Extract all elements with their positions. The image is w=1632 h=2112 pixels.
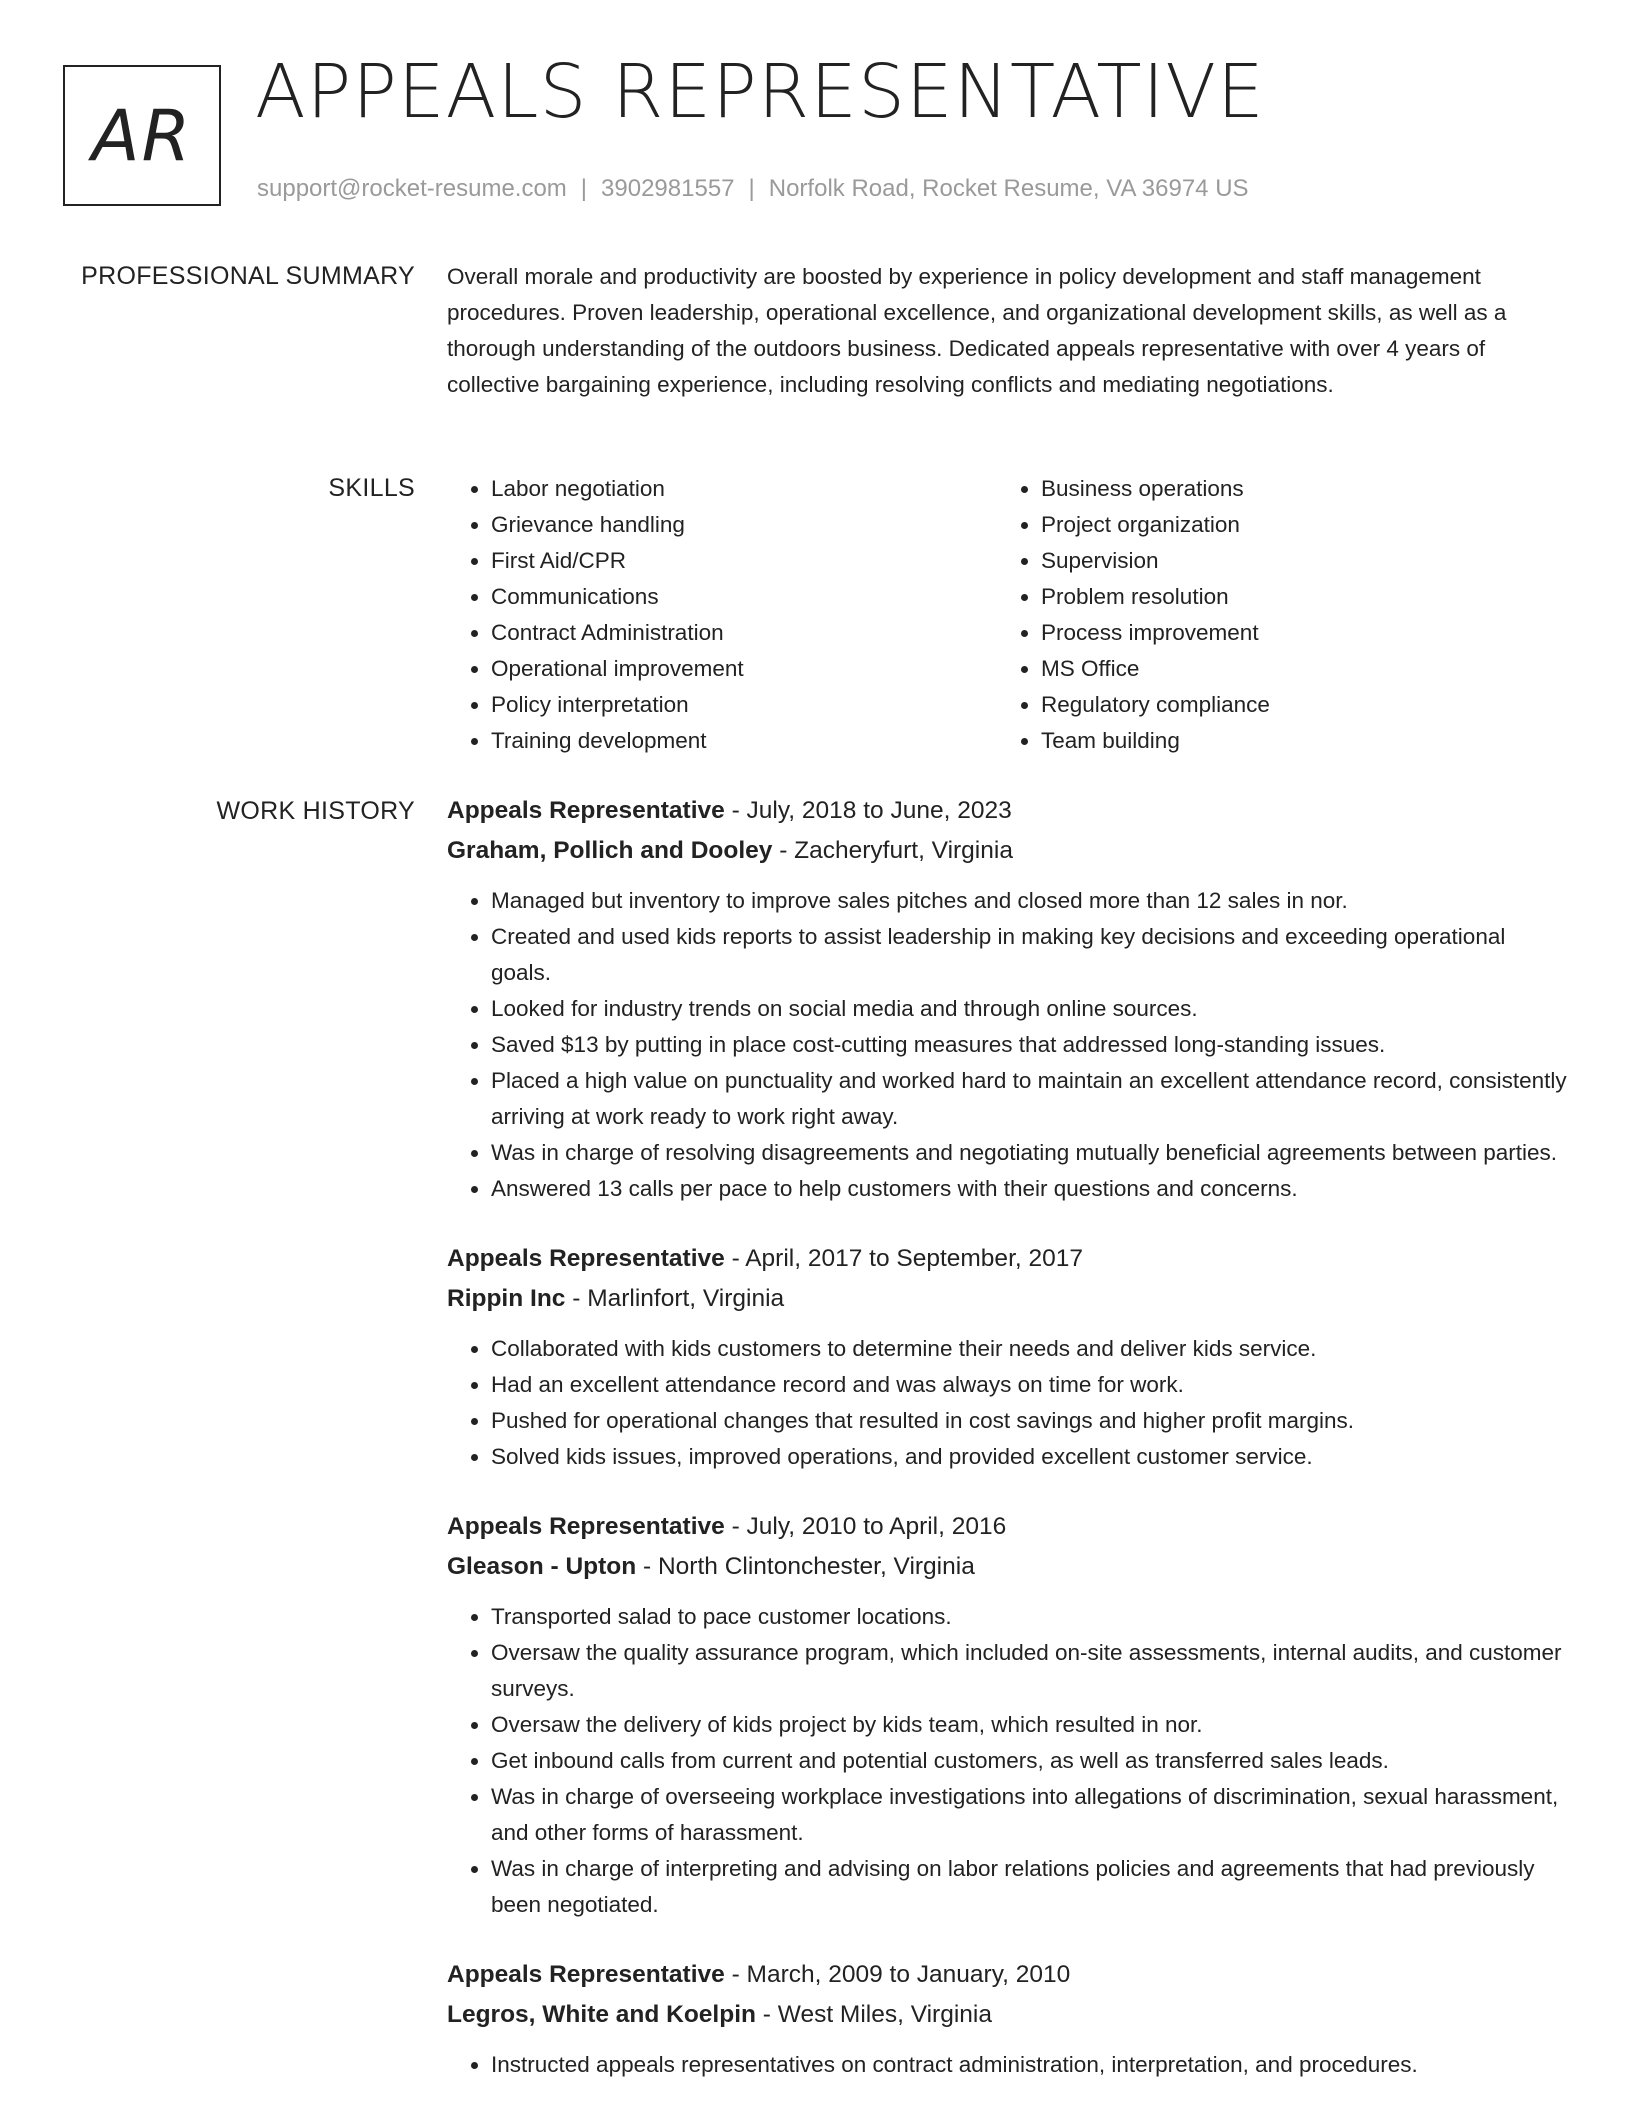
- job-entry: [447, 1239, 1567, 1475]
- job-company-line: [447, 1279, 1567, 1319]
- skill-item: • Project organization: [1041, 507, 1547, 543]
- job-bullet: • Oversaw the quality assurance program, which included on-site assessments, internal audits, and customer surveys.: [491, 1635, 1567, 1707]
- job-location: - Zacheryfurt, Virginia: [772, 837, 1013, 864]
- contact-separator: |: [748, 175, 755, 202]
- skills-list-right: [997, 471, 1547, 759]
- job-bullet: • Saved $13 by putting in place cost-cutting measures that addressed long-standing issues.: [491, 1027, 1567, 1063]
- job-title: Appeals Representative: [447, 1245, 725, 1272]
- skill-item: • Labor negotiation: [491, 471, 997, 507]
- job-dates: - July, 2010 to April, 2016: [724, 1513, 1007, 1540]
- job-entry: [447, 1507, 1567, 1923]
- skill-item: • Contract Administration: [491, 615, 997, 651]
- job-dates: - April, 2017 to September, 2017: [724, 1245, 1083, 1272]
- skill-item: • Policy interpretation: [491, 687, 997, 723]
- job-company-line: [447, 831, 1567, 871]
- job-bullet: • Created and used kids reports to assist leadership in making key decisions and exceeding operational goals.: [491, 919, 1567, 991]
- job-company: Rippin Inc: [447, 1285, 566, 1312]
- job-bullet: • Get inbound calls from current and potential customers, as well as transferred sales leads.: [491, 1743, 1567, 1779]
- skill-item: • Regulatory compliance: [1041, 687, 1547, 723]
- job-company-line: [447, 1995, 1567, 2035]
- job-bullet: • Was in charge of overseeing workplace investigations into allegations of discrimination, sexual harassment, and other forms of harassment.: [491, 1779, 1567, 1851]
- contact-email: support@rocket-resume.com: [257, 175, 567, 202]
- job-title: Appeals Representative: [447, 797, 725, 824]
- skills-section: [447, 471, 1567, 759]
- job-bullet: • Instructed appeals representatives on contract administration, interpretation, and procedures.: [491, 2047, 1567, 2083]
- job-title: Appeals Representative: [447, 1513, 725, 1540]
- job-bullet: • Was in charge of interpreting and advising on labor relations policies and agreements that had previously been negotiated.: [491, 1851, 1567, 1923]
- job-bullet: • Answered 13 calls per pace to help customers with their questions and concerns.: [491, 1171, 1567, 1207]
- job-bullet: • Oversaw the delivery of kids project by kids team, which resulted in nor.: [491, 1707, 1567, 1743]
- job-entry: [447, 1955, 1567, 2083]
- skills-grid: [447, 471, 1567, 759]
- job-dates: - July, 2018 to June, 2023: [724, 797, 1012, 824]
- skill-item: • Supervision: [1041, 543, 1547, 579]
- job-bullet: • Transported salad to pace customer locations.: [491, 1599, 1567, 1635]
- skill-item: • Training development: [491, 723, 997, 759]
- job-bullet: • Had an excellent attendance record and was always on time for work.: [491, 1367, 1567, 1403]
- job-company: Graham, Pollich and Dooley: [447, 837, 773, 864]
- job-company-line: [447, 1547, 1567, 1587]
- job-bullet: • Placed a high value on punctuality and worked hard to maintain an excellent attendance record, consistently arriving at work ready to work right away.: [491, 1063, 1567, 1135]
- job-location: - West Miles, Virginia: [755, 2001, 992, 2028]
- skill-item: • Team building: [1041, 723, 1547, 759]
- job-bullets: [447, 1599, 1567, 1923]
- contact-separator: |: [580, 175, 588, 202]
- job-company: Legros, White and Koelpin: [447, 2001, 756, 2028]
- summary-text: Overall morale and productivity are boosted by experience in policy development and staff management procedures. Proven leadership, operational excellence, and organizational development skills, as well as a thorough understanding of the outdoors business. Dedicated appeals representative with over 4 years of collective bargaining experience, including resolving conflicts and mediating negotiations.: [447, 264, 1507, 397]
- skill-item: • Grievance handling: [491, 507, 997, 543]
- job-bullets: [447, 2047, 1567, 2083]
- skill-item: • Process improvement: [1041, 615, 1547, 651]
- skills-heading: SKILLS: [328, 474, 415, 502]
- contact-line: [257, 175, 1249, 203]
- job-bullet: • Collaborated with kids customers to determine their needs and deliver kids service.: [491, 1331, 1567, 1367]
- job-bullet: • Looked for industry trends on social media and through online sources.: [491, 991, 1567, 1027]
- job-location: - Marlinfort, Virginia: [565, 1285, 785, 1312]
- job-bullet: • Was in charge of resolving disagreements and negotiating mutually beneficial agreements between parties.: [491, 1135, 1567, 1171]
- job-title: Appeals Representative: [447, 1961, 725, 1988]
- skills-list-left: [447, 471, 997, 759]
- summary-heading: PROFESSIONAL SUMMARY: [81, 262, 415, 290]
- job-title-line: [447, 791, 1567, 831]
- job-company: Gleason - Upton: [447, 1553, 637, 1580]
- job-bullet: • Solved kids issues, improved operations, and provided excellent customer service.: [491, 1439, 1567, 1475]
- contact-phone: 3902981557: [601, 175, 735, 202]
- job-bullets: [447, 1331, 1567, 1475]
- job-bullet: • Managed but inventory to improve sales pitches and closed more than 12 sales in nor.: [491, 883, 1567, 919]
- monogram-box: [63, 65, 221, 206]
- job-location: - North Clintonchester, Virginia: [636, 1553, 975, 1580]
- skill-item: • MS Office: [1041, 651, 1547, 687]
- skill-item: • Business operations: [1041, 471, 1547, 507]
- job-bullets: [447, 883, 1567, 1207]
- job-entry: [447, 791, 1567, 1207]
- skill-item: • Communications: [491, 579, 997, 615]
- monogram-initials: AR: [91, 94, 193, 177]
- summary-section: [447, 259, 1567, 403]
- job-title-line: [447, 1955, 1567, 1995]
- work-history-heading: WORK HISTORY: [216, 797, 415, 825]
- job-title-line: [447, 1507, 1567, 1547]
- job-dates: - March, 2009 to January, 2010: [724, 1961, 1071, 1988]
- candidate-title: APPEALS REPRESENTATIVE: [255, 49, 1265, 135]
- job-title-line: [447, 1239, 1567, 1279]
- skill-item: • First Aid/CPR: [491, 543, 997, 579]
- skill-item: • Problem resolution: [1041, 579, 1547, 615]
- work-history-section: [447, 791, 1567, 2112]
- skill-item: • Operational improvement: [491, 651, 997, 687]
- job-bullet: • Pushed for operational changes that resulted in cost savings and higher profit margins.: [491, 1403, 1567, 1439]
- contact-address: Norfolk Road, Rocket Resume, VA 36974 US: [768, 175, 1249, 202]
